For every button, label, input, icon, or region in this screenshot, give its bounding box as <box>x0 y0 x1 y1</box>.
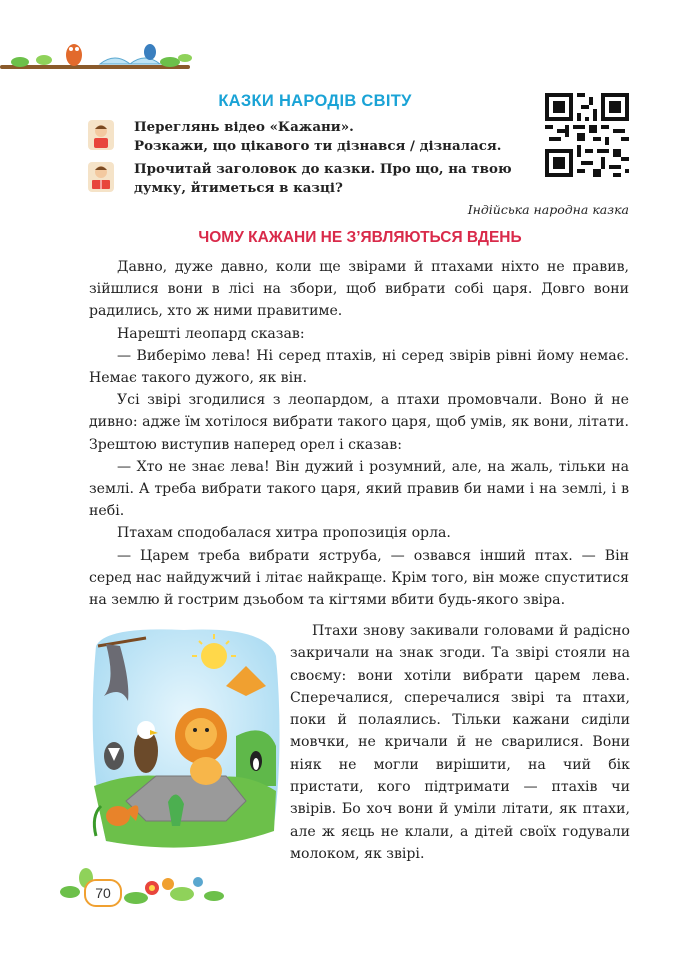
task-video-line2: Розкажи, що цікавого ти дізнався / дізналася. <box>134 138 502 154</box>
qr-code[interactable] <box>545 93 629 177</box>
task-read-line1: Прочитай заголовок до казки. Про що, на твою <box>134 161 512 177</box>
paragraph: Давно, дуже давно, коли ще звірами й птахами ніхто не правив, зійшлися вони в лісі на збори, щоб вибрати собі царя. Довго вони радились, хто ж ними правитиме. <box>89 259 629 320</box>
task-video-line1: Переглянь відео «Кажани». <box>134 119 354 135</box>
paragraph: — Хто не знає лева! Він дужий і розумний, але, на жаль, тільки на землі. А треба вибрати такого царя, який правив би нами і на землі, і в небі. <box>89 458 629 520</box>
story-body <box>89 256 629 611</box>
paragraph: Нарешті леопард сказав: <box>117 325 305 342</box>
paragraph: — Царем треба вибрати яструба, — озвався інший птах. — Він серед нас найдужчий і літає найкраще. Крім того, він може спуститися на землю й гострим дзьобом та кігтями вбити будь-якого звіра. <box>89 547 629 609</box>
paragraph: — Виберімо лева! Ні серед птахів, ні серед звірів рівні йому немає. Немає такого дужого, як він. <box>89 347 629 387</box>
paragraph: Птахам сподобалася хитра пропозиція орла. <box>117 525 451 542</box>
header-branch-illustration <box>0 38 200 83</box>
paragraph: Птахи знову закивали головами й радісно закричали на знак згоди. Та звірі стояли на своєму: вони хотіли вибрати царем лева. Сперечалися, сперечалися звірі та птахи, поки й полаялись. Тільки кажани сиділи мовчки, не кричали й не сварилися. Вони ніяк не могли вирішити, на чий бік пристати, кого підтримати — птахів чи звірів. Бо хоч вони й уміли літати, як птахи, але ж яєць не клали, а дітей своїх годували молоком, як звірі. <box>290 623 630 862</box>
child-video-icon <box>88 120 114 150</box>
footer-flowers-illustration <box>56 862 226 912</box>
task-read-line2: думку, йтиметься в казці? <box>134 180 343 196</box>
section-title: КАЗКИ НАРОДІВ СВІТУ <box>218 92 412 110</box>
animals-illustration <box>86 626 282 856</box>
page-number: 70 <box>84 879 122 907</box>
paragraph: Усі звірі згодилися з леопардом, а птахи промовчали. Воно й не дивно: адже їм хотілося вибрати такого царя, щоб умів, як вони, літати. Зрештою виступив наперед орел і сказав: <box>89 392 629 453</box>
story-body-wrapped <box>290 620 630 865</box>
story-title: ЧОМУ КАЖАНИ НЕ З’ЯВЛЯЮТЬСЯ ВДЕНЬ <box>198 229 522 246</box>
task-read-title <box>134 160 534 198</box>
tale-source: Індійська народна казка <box>467 202 629 217</box>
task-video <box>134 118 534 156</box>
child-reading-icon <box>88 162 114 192</box>
